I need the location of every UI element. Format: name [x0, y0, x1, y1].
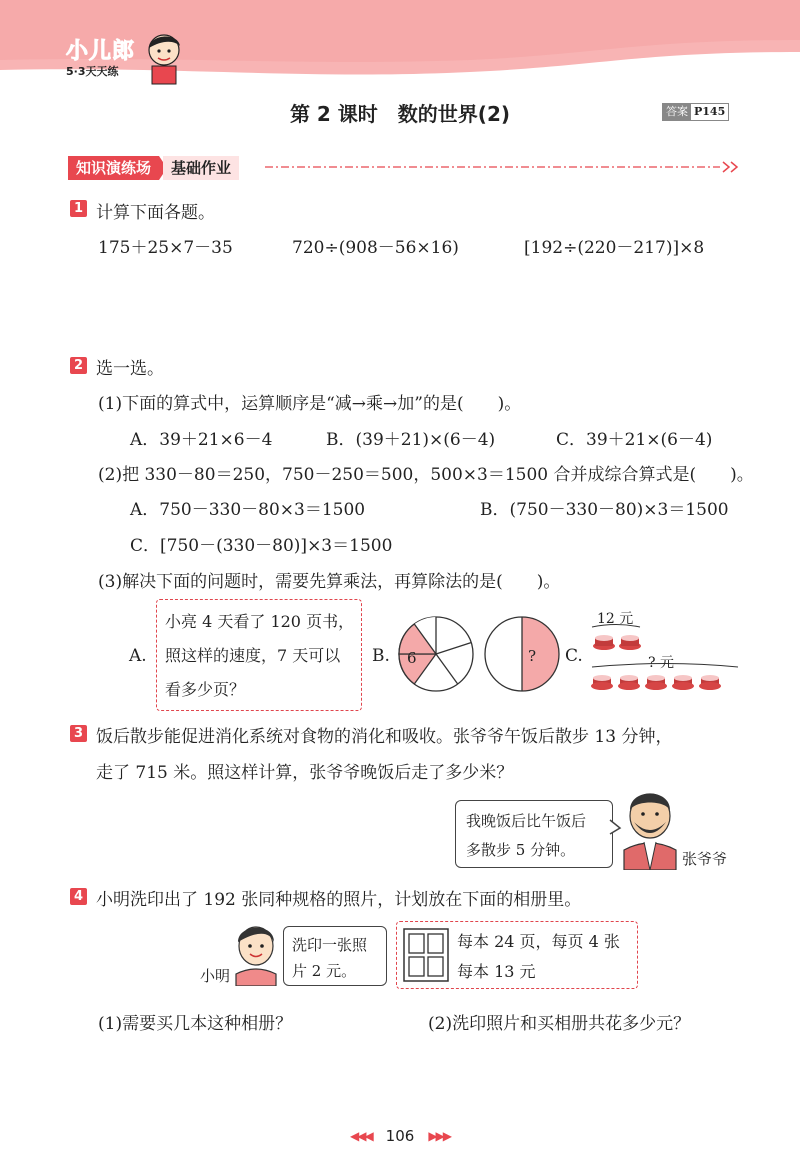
- q1-item-2: 720÷(908－56×16): [292, 238, 459, 258]
- q2-p3-b-circle-2-value: ?: [528, 647, 537, 665]
- section-tag-main: 知识演练场: [68, 156, 159, 180]
- q1-item-1: 175＋25×7－35: [98, 238, 233, 258]
- q2-p2-option-a[interactable]: A．750－330－80×3＝1500: [130, 500, 366, 520]
- q3-bubble-line-2: 多散步 5 分钟。: [466, 841, 576, 859]
- cake-icon: [618, 675, 640, 690]
- q2-p3-b-label[interactable]: B.: [372, 646, 390, 666]
- mascot-boy-icon: [144, 30, 186, 86]
- q2-p1-option-c[interactable]: C．39＋21×(6－4): [556, 430, 713, 450]
- q4-prompt: 小明洗印出了 192 张同种规格的照片，计划放在下面的相册里。: [96, 890, 582, 910]
- boy-icon: [230, 920, 284, 986]
- q3-bubble-line-1: 我晚饭后比午饭后: [466, 812, 587, 830]
- q4-person: 小明: [200, 967, 231, 985]
- cake-icon: [591, 675, 613, 690]
- brand-name: 小儿郎: [66, 39, 136, 64]
- q2-p1-stem: (1)下面的算式中，运算顺序是“减→乘→加”的是( )。: [98, 394, 522, 414]
- q4-album-box: [396, 921, 638, 989]
- q4-bubble-line-1: 洗印一张照: [292, 936, 368, 954]
- answer-page: P145: [694, 105, 726, 118]
- q2-p3-b-circle-2: [482, 614, 562, 694]
- q3-speech-bubble: [455, 800, 613, 868]
- cake-icon: [672, 675, 694, 690]
- q4-speech-bubble: [283, 926, 387, 986]
- lesson-title: 第 2 课时 数的世界(2): [289, 102, 511, 126]
- q4-bubble-line-2: 片 2 元。: [292, 962, 357, 980]
- q1-number: 1: [70, 200, 87, 217]
- footer: [0, 1127, 800, 1145]
- q2-prompt: 选一选。: [96, 359, 164, 379]
- section-divider: [265, 160, 740, 174]
- q2-p3-a-box: [156, 599, 362, 711]
- q2-p2-option-c[interactable]: C．[750－(330－80)]×3＝1500: [130, 536, 393, 556]
- cake-icon: [619, 635, 641, 650]
- album-grid-icon: [403, 928, 449, 982]
- cake-icon: [593, 635, 615, 650]
- section-tag-sub: 基础作业: [163, 156, 239, 180]
- q4-number: 4: [70, 888, 87, 905]
- q4-sub-1: (1)需要买几本这种相册？: [98, 1014, 293, 1034]
- q2-p3-c-bottom-price: ? 元: [648, 655, 674, 671]
- brand-logo: [66, 34, 135, 79]
- q4-sub-2: (2)洗印照片和买相册共花多少元？: [428, 1014, 691, 1034]
- q1-item-3: [192÷(220－217)]×8: [524, 238, 705, 258]
- cake-icon: [645, 675, 667, 690]
- page-number: 106: [385, 1127, 415, 1145]
- q3-line-2: 走了 715 米。照这样计算，张爷爷晚饭后走了多少米？: [96, 763, 514, 783]
- q2-p3-a-line-1: 小亮 4 天看了 120 页书，: [165, 612, 355, 631]
- q2-p1-option-b[interactable]: B．(39＋21)×(6－4): [326, 430, 496, 450]
- q2-p3-a-line-3: 看多少页？: [165, 680, 246, 699]
- grandpa-icon: [618, 786, 680, 870]
- q2-p2-stem: (2)把 330－80＝250，750－250＝500，500×3＝1500 合并成综合算式是( )。: [98, 465, 754, 485]
- q2-p3-c-label[interactable]: C.: [565, 646, 583, 666]
- cake-icon: [699, 675, 721, 690]
- q4-album-line-2: 每本 13 元: [457, 962, 536, 981]
- q1-prompt: 计算下面各题。: [96, 203, 215, 223]
- q2-p3-c-top-price: 12 元: [597, 611, 634, 627]
- q2-p3-a-line-2: 照这样的速度，7 天可以: [165, 646, 341, 665]
- q2-number: 2: [70, 357, 87, 374]
- q2-p3-stem: (3)解决下面的问题时，需要先算乘法，再算除法的是( )。: [98, 572, 561, 592]
- brand-sub: 5·3天天练: [66, 65, 119, 78]
- q2-p3-a-label[interactable]: A.: [129, 646, 147, 666]
- next-arrows-icon: ▶▶▶: [428, 1129, 450, 1143]
- section-tag: [68, 156, 239, 180]
- prev-arrows-icon: ◀◀◀: [349, 1129, 372, 1143]
- answer-ref[interactable]: [662, 103, 729, 121]
- q3-number: 3: [70, 725, 87, 742]
- answer-label: 答案: [663, 104, 691, 120]
- q3-person: 张爷爷: [682, 850, 728, 868]
- q2-p1-option-a[interactable]: A．39＋21×6－4: [130, 430, 273, 450]
- q2-p2-option-b[interactable]: B．(750－330－80)×3＝1500: [480, 500, 729, 520]
- q4-album-line-1: 每本 24 页，每页 4 张: [457, 932, 620, 951]
- q3-line-1: 饭后散步能促进消化系统对食物的消化和吸收。张爷爷午饭后散步 13 分钟，: [96, 727, 673, 747]
- q2-p3-b-circle-1-value: 6: [407, 649, 417, 667]
